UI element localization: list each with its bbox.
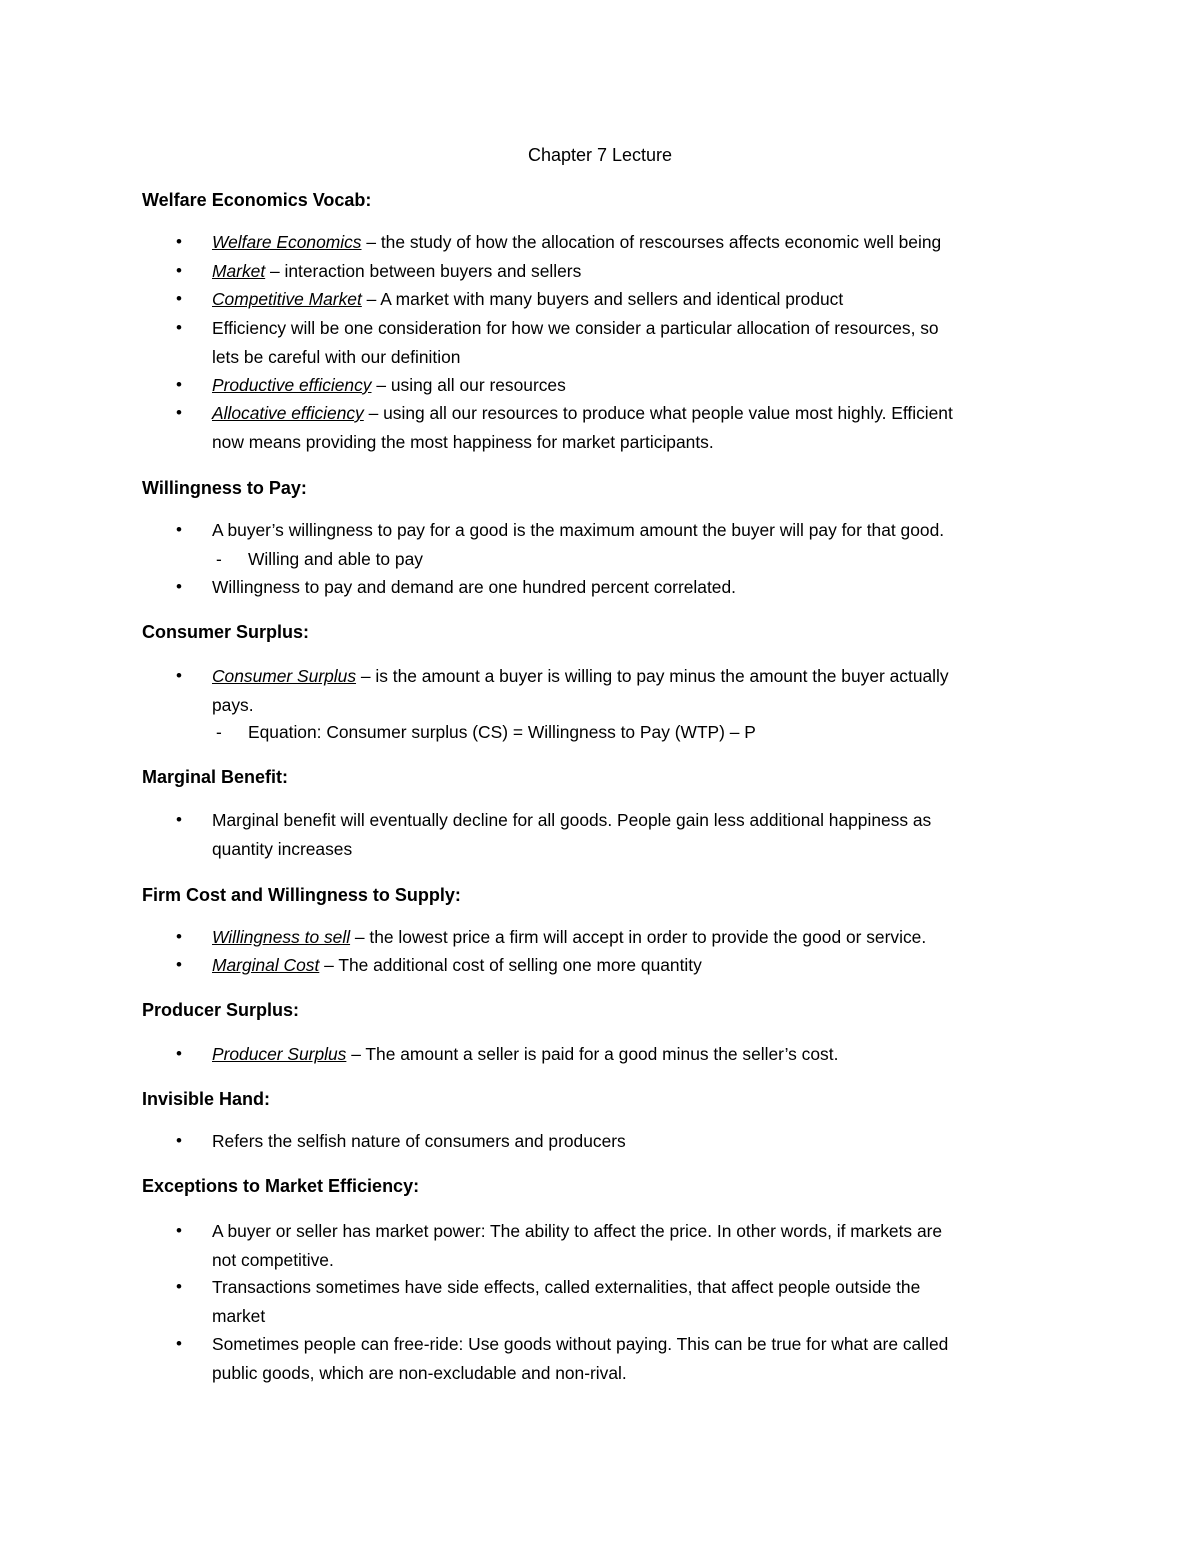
bullet-icon: • (176, 810, 182, 829)
bullet-icon: • (176, 927, 182, 946)
section-heading-vocab: Welfare Economics Vocab: (142, 190, 372, 210)
bullet-icon: • (176, 289, 182, 308)
list-item: Welfare Economics – the study of how the allocation of rescourses affects economic well being (212, 232, 942, 252)
list-item: Producer Surplus – The amount a seller is paid for a good minus the seller’s cost. (212, 1044, 839, 1064)
bullet-icon: • (176, 1277, 182, 1296)
sub-list-item: Equation: Consumer surplus (CS) = Willingness to Pay (WTP) – P (248, 722, 756, 742)
term-welfare-economics: Welfare Economics (212, 232, 362, 252)
list-item: A buyer’s willingness to pay for a good is the maximum amount the buyer will pay for that good. (212, 520, 945, 540)
list-item: Allocative efficiency – using all our resources to produce what people value most highly. Efficient now means providing the most happiness for market participants. (212, 403, 953, 452)
bullet-icon: • (176, 1334, 182, 1353)
list-item: Refers the selfish nature of consumers and producers (212, 1131, 626, 1151)
list-item: Marginal benefit will eventually decline for all goods. People gain less additional happiness as quantity increases (212, 810, 932, 859)
bullet-icon: • (176, 666, 182, 685)
bullet-icon: • (176, 955, 182, 974)
term-market: Market (212, 261, 266, 281)
bullet-icon: • (176, 261, 182, 280)
bullet-icon: • (176, 1044, 182, 1063)
bullet-icon: • (176, 375, 182, 394)
section-heading-wtp: Willingness to Pay: (142, 478, 307, 498)
bullet-icon: • (176, 1131, 182, 1150)
term-producer-surplus: Producer Surplus (212, 1044, 347, 1064)
section-heading-mb: Marginal Benefit: (142, 767, 289, 787)
dash-icon: - (216, 549, 222, 569)
dash-icon: - (216, 722, 222, 742)
sub-list-item: Willing and able to pay (248, 549, 423, 569)
list-item: Sometimes people can free-ride: Use goods without paying. This can be true for what are called public goods, which are non-excludable and non-rival. (212, 1334, 949, 1383)
term-allocative-efficiency: Allocative efficiency (212, 403, 364, 423)
term-willingness-to-sell: Willingness to sell (212, 927, 351, 947)
section-heading-cs: Consumer Surplus: (142, 622, 310, 642)
list-item: Productive efficiency – using all our resources (212, 375, 566, 395)
list-item: Market – interaction between buyers and sellers (212, 261, 582, 281)
list-item: Efficiency will be one consideration for how we consider a particular allocation of resources, so lets be careful with our definition (212, 318, 939, 367)
list-item: Willingness to pay and demand are one hundred percent correlated. (212, 577, 736, 597)
bullet-icon: • (176, 577, 182, 596)
bullet-icon: • (176, 232, 182, 251)
list-item: Transactions sometimes have side effects, called externalities, that affect people outside the market (212, 1277, 921, 1326)
list-item: Marginal Cost – The additional cost of selling one more quantity (212, 955, 702, 975)
list-item: Competitive Market – A market with many buyers and sellers and identical product (212, 289, 844, 309)
section-heading-firm: Firm Cost and Willingness to Supply: (142, 885, 461, 905)
list-item: Consumer Surplus – is the amount a buyer is willing to pay minus the amount the buyer actually pays. (212, 666, 949, 715)
section-heading-ps: Producer Surplus: (142, 1000, 300, 1020)
term-marginal-cost: Marginal Cost (212, 955, 320, 975)
term-competitive-market: Competitive Market (212, 289, 362, 309)
section-heading-exceptions: Exceptions to Market Efficiency: (142, 1176, 420, 1196)
bullet-icon: • (176, 1221, 182, 1240)
list-item: A buyer or seller has market power: The ability to affect the price. In other words, if markets are not competitive. (212, 1221, 943, 1270)
bullet-icon: • (176, 520, 182, 539)
list-item: Willingness to sell – the lowest price a firm will accept in order to provide the good or service. (212, 927, 927, 947)
term-productive-efficiency: Productive efficiency (212, 375, 372, 395)
term-consumer-surplus: Consumer Surplus (212, 666, 357, 686)
bullet-icon: • (176, 318, 182, 337)
page-title: Chapter 7 Lecture (527, 145, 673, 165)
section-heading-ih: Invisible Hand: (142, 1089, 271, 1109)
bullet-icon: • (176, 403, 182, 422)
